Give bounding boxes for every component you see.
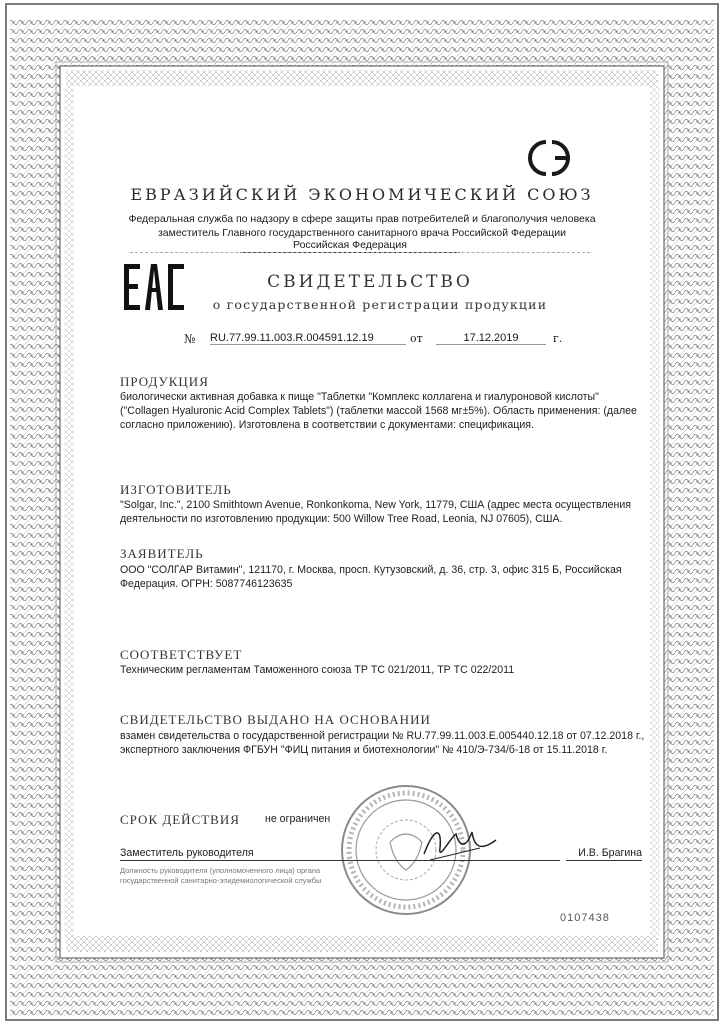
conformity-mark-logo — [522, 136, 580, 180]
compliance-heading: СООТВЕТСТВУЕТ — [120, 647, 243, 662]
manufacturer-text: "Solgar, Inc.", 2100 Smithtown Avenue, Ronkonkoma, New York, 11779, США (адрес места осуществления деятельности по изготовлению продукции: 500 Willow Tree Road, Leonia, NJ 07605), США. — [120, 499, 631, 525]
agency-line-3: Российская Федерация — [240, 239, 460, 253]
manufacturer-heading: ИЗГОТОВИТЕЛЬ — [120, 482, 232, 497]
eac-logo — [124, 264, 186, 310]
union-title: ЕВРАЗИЙСКИЙ ЭКОНОМИЧЕСКИЙ СОЮЗ — [130, 185, 594, 204]
signature — [420, 818, 500, 868]
document-title: СВИДЕТЕЛЬСТВО — [267, 272, 473, 292]
serial-number: 0107438 — [560, 912, 610, 924]
validity-heading: СРОК ДЕЙСТВИЯ — [120, 812, 240, 827]
agency-line-1: Федеральная служба по надзору в сфере защиты прав потребителей и благополучия человека — [128, 213, 596, 225]
number-prefix: № — [184, 332, 196, 346]
small-print: Должность руководителя (уполномоченного лица) органа государственной санитарно-эпидемиологической службы — [120, 866, 322, 885]
basis-text: взамен свидетельства о государственной регистрации № RU.77.99.11.003.E.005440.12.18 от 07.12.2018 г., экспертного заключения ФГБУН "ФИЦ питания и биотехнологии" № 410/Э-734/б-18 от 15.11.2018 г. — [120, 730, 645, 756]
year-suffix: г. — [553, 332, 563, 345]
applicant-heading: ЗАЯВИТЕЛЬ — [120, 546, 204, 561]
signatory-name: И.В. Брагина — [566, 846, 642, 861]
signatory-role: Заместитель руководителя — [120, 846, 560, 861]
divider — [130, 252, 590, 253]
document-subtitle: о государственной регистрации продукции — [212, 297, 548, 312]
registration-date: 17.12.2019 — [436, 332, 546, 345]
product-text: биологически активная добавка к пище "Таблетки "Комплекс коллагена и гиалуроновой кислоты" ("Collagen Hyaluronic Acid Complex Tablets") (таблетки массой 1568 мг±5%). Область применения: (далее согласно приложению). Изготовлена в соответствии с документами: спецификация. — [120, 391, 637, 431]
registration-number: RU.77.99.11.003.R.004591.12.19 — [210, 332, 406, 345]
date-prefix: от — [410, 332, 423, 345]
product-heading: ПРОДУКЦИЯ — [120, 374, 209, 389]
validity-value: не ограничен — [265, 813, 331, 825]
basis-heading: СВИДЕТЕЛЬСТВО ВЫДАНО НА ОСНОВАНИИ — [120, 712, 431, 727]
applicant-text: ООО "СОЛГАР Витамин", 121170, г. Москва, просп. Кутузовский, д. 36, стр. 3, офис 315 Б, Российская Федерация. ОГРН: 5087746123635 — [120, 564, 622, 590]
compliance-text: Техническим регламентам Таможенного союза ТР ТС 021/2011, ТР ТС 022/2011 — [120, 664, 515, 676]
agency-line-2: заместитель Главного государственного санитарного врача Российской Федерации — [157, 227, 567, 239]
